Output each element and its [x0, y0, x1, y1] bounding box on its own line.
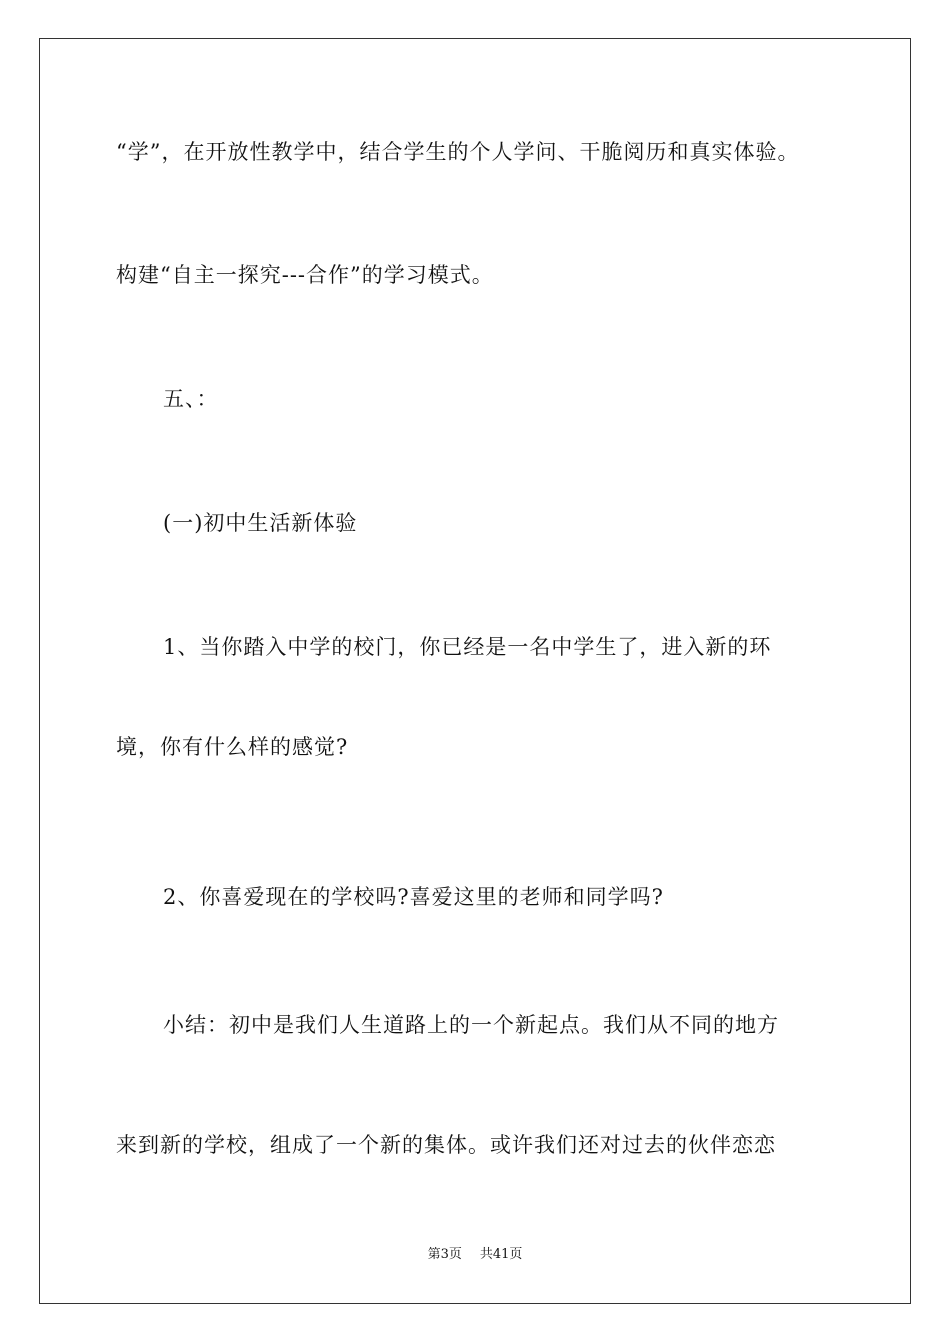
subsection-heading: (一)初中生活新体验 [163, 511, 358, 535]
page-number: 第3页 [427, 1247, 462, 1262]
question-1-line-2: 境，你有什么样的感觉? [116, 735, 349, 759]
summary-line-2: 来到新的学校，组成了一个新的集体。或许我们还对过去的伙伴恋恋 [116, 1133, 776, 1157]
body-text-line-2: 构建“自主一探究---合作”的学习模式。 [116, 263, 494, 287]
page-border [39, 38, 911, 1304]
question-1-line-1: 1、当你踏入中学的校门，你已经是一名中学生了，进入新的环 [163, 635, 772, 659]
question-2: 2、你喜爱现在的学校吗?喜爱这里的老师和同学吗? [163, 885, 664, 909]
page-total: 共41页 [479, 1247, 523, 1262]
summary-line-1: 小结：初中是我们人生道路上的一个新起点。我们从不同的地方 [163, 1013, 779, 1037]
body-text-line-1: “学”，在开放性教学中，结合学生的个人学问、干脆阅历和真实体验。 [116, 140, 800, 164]
page-footer [0, 1245, 950, 1265]
section-heading: 五、： [163, 387, 219, 411]
